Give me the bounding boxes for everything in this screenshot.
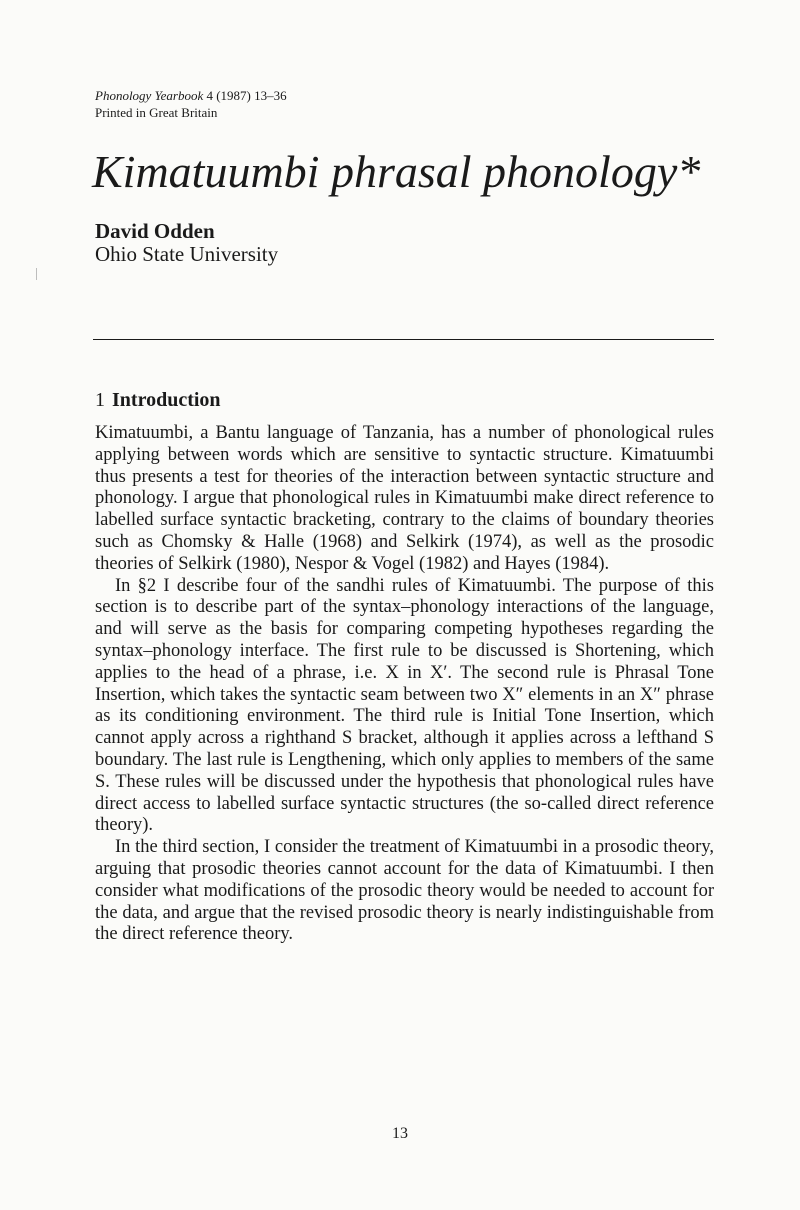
- article-title: Kimatuumbi phrasal phonology*: [92, 146, 701, 197]
- body-text: [95, 423, 714, 946]
- journal-header: [95, 87, 287, 121]
- section-heading: [95, 387, 221, 413]
- journal-citation-line: [95, 87, 287, 104]
- margin-mark: [36, 268, 37, 280]
- paragraph: In the third section, I consider the treatment of Kimatuumbi in a prosodic theory, arguing that prosodic theories cannot account for the data of Kimatuumbi. I then consider what modifications of the prosodic theory would be needed to account for the data, and argue that the revised prosodic theory is nearly indistinguishable from the direct reference theory.: [95, 837, 714, 945]
- journal-name: Phonology Yearbook: [95, 88, 204, 103]
- author-affiliation: Ohio State University: [95, 242, 279, 266]
- page-number: 13: [392, 1125, 408, 1142]
- paragraph: In §2 I describe four of the sandhi rules of Kimatuumbi. The purpose of this section is to describe part of the syntax–phonology interactions of the language, and will serve as the basis for comparing competing hypotheses regarding the syntax–phonology interface. The first rule to be discussed is Shortening, which applies to the head of a phrase, i.e. X in X′. The second rule is Phrasal Tone Insertion, which takes the syntactic seam between two X″ elements in an X″ phrase as its conditioning environment. The third rule is Initial Tone Insertion, which cannot apply across a righthand S bracket, although it applies across a lefthand S boundary. The last rule is Lengthening, which only applies to members of the same S. These rules will be discussed under the hypothesis that phonological rules have direct access to labelled surface syntactic structures (the so-called direct reference theory).: [95, 575, 714, 836]
- paragraph: Kimatuumbi, a Bantu language of Tanzania, has a number of phonological rules applying between words which are sensitive to syntactic structure. Kimatuumbi thus presents a test for theories of the interaction between syntactic structure and phonology. I argue that phonological rules in Kimatuumbi make direct reference to labelled surface syntactic bracketing, contrary to the claims of boundary theories such as Chomsky & Halle (1968) and Selkirk (1974), as well as the prosodic theories of Selkirk (1980), Nespor & Vogel (1982) and Hayes (1984).: [95, 423, 714, 574]
- section-title: Introduction: [112, 389, 221, 411]
- title-divider: [93, 339, 714, 340]
- author-name: David Odden: [95, 219, 215, 243]
- section-number: 1: [95, 389, 105, 411]
- printed-note: Printed in Great Britain: [95, 105, 218, 120]
- journal-citation: 4 (1987) 13–36: [206, 88, 287, 103]
